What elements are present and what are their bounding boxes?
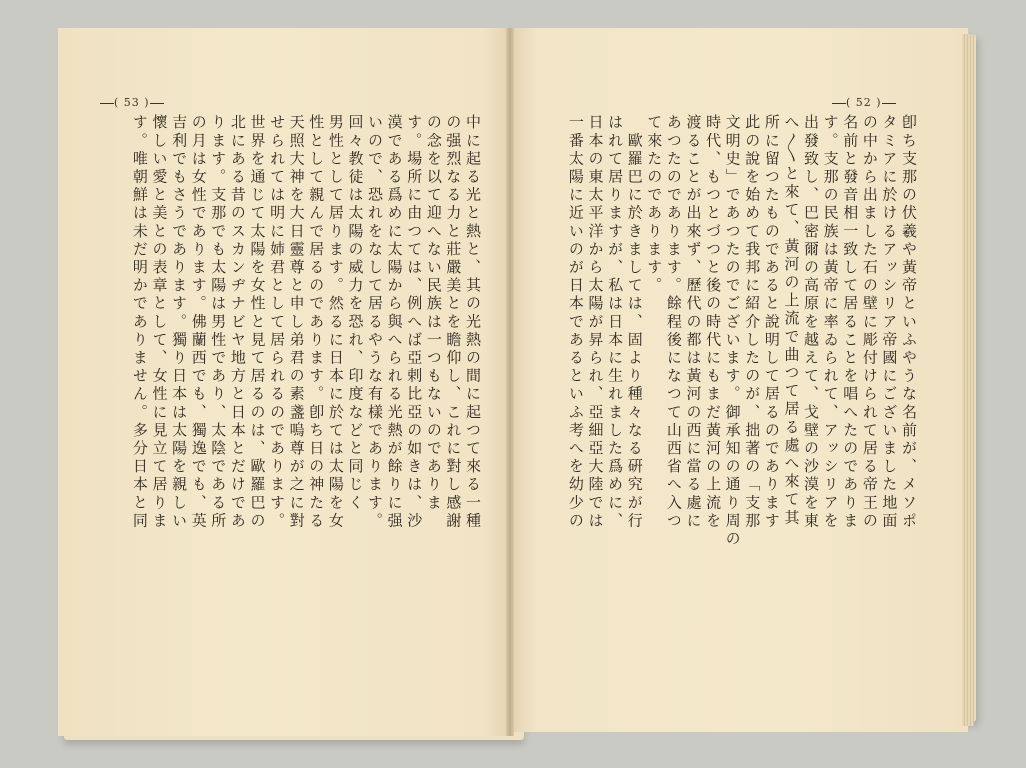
text-line: ります。支那でも太陽は男性であり、太陰である所	[209, 114, 228, 531]
text-line: 吉利でもさうであります。獨り日本は太陽を親しい	[170, 114, 189, 531]
text-line: 渡ることが出來ず、歷代の都は黃河の西に當る處に	[684, 114, 703, 531]
text-line: 北にある昔のスカンヂナビヤ地方と日本とだけであ	[228, 114, 247, 531]
text-line: 出發致し、巴密爾の高原を越えて、戈壁の沙漠を東	[802, 114, 821, 531]
text-line: の强烈なる力と莊嚴美とを瞻仰し、これに對し感謝	[444, 114, 463, 531]
text-line: 時代、もつとづつと後の時代にもまだ黃河の上流を	[704, 114, 723, 531]
text-line: せられては明に姉君として居られるのであります。	[268, 114, 287, 531]
text-line: 名前と發音相一致して居ることを唱へたのでありま	[841, 114, 860, 531]
text-line: の念を以て迎へない民族は一つもないのでありま	[424, 114, 443, 513]
folio-dash	[150, 103, 164, 104]
text-line: て來たのであります。	[645, 114, 664, 295]
text-line: あつたのであります。餘程後になつて山西省へ入つ	[664, 114, 683, 531]
text-line: 所に留つたものであると說明して居るのであります	[762, 114, 781, 531]
text-line: 漠である爲めに太陽から與へられる光熱が餘りに强	[385, 114, 404, 531]
text-line: いので、恐れをなして居るやうな有樣であります。	[366, 114, 385, 531]
text-line: 此の說を始めて我邦に紹介したのが、拙著の「支那	[743, 114, 762, 531]
folio-paren-close: )	[876, 96, 882, 109]
folio-number: 52	[855, 96, 872, 109]
text-line: 一番太陽に近いのが日本であるといふ考へを幼少の	[566, 114, 585, 531]
text-line: はれて居りますが、私は日本に生れました爲めに、	[606, 114, 625, 531]
page-number-left	[100, 96, 164, 109]
text-line: 世界を通じて太陽を女性と見て居るのは、歐羅巴の	[248, 114, 267, 531]
left-page-text	[82, 114, 482, 674]
text-line: 懷しい愛と美との表章として、女性に見立て居りま	[150, 114, 169, 531]
folio-number: 53	[123, 96, 140, 109]
text-line: 文明史」であつたのでございます。御承知の通り周の	[723, 114, 742, 549]
folio-dash	[100, 103, 114, 104]
text-line: 日本の東太平洋から太陽が昇られ、亞細亞大陸では	[586, 114, 605, 531]
text-line: 男性として居ります。然るに日本に於ては太陽を女	[326, 114, 345, 531]
folio-dash	[882, 103, 896, 104]
text-line: 中に起る光と熱と、其の光熱の間に起つて來る一種	[464, 114, 482, 531]
text-line: す。唯朝鮮は未だ明かでありません。多分日本と同	[130, 114, 149, 531]
folio-paren-close: )	[144, 96, 150, 109]
text-line: 歐羅巴に於きましては、固より種々なる硏究が行	[625, 114, 644, 531]
page-number-right	[832, 96, 896, 109]
text-line: 天照大神を大日靈尊と申し弟君の素盞嗚尊が之に對	[287, 114, 306, 531]
text-line: 卽ち支那の伏羲や黃帝といふやうな名前が、メソポ	[900, 114, 918, 531]
folio-paren-open: (	[846, 96, 852, 109]
text-line: 性として親んで居るのであります。卽ち日の神たる	[307, 114, 326, 531]
text-line: へ〳〵と來て、黃河の上流で曲つて居る處へ來て其	[782, 114, 801, 528]
text-line: の中から出ました石の壁に彫付けられて居る帝王の	[860, 114, 879, 531]
text-line: す。支那の民族は黃帝に率ゐられて、アッシリアを	[821, 114, 840, 531]
folio-dash	[832, 103, 846, 104]
text-line: す。場所に由つては、例へば亞剌比亞の如きは、沙	[405, 114, 424, 531]
text-line: 回々教徒は太陽の威力を恐れ、印度などと同じく	[346, 114, 365, 513]
page-edge-stack	[962, 34, 974, 726]
right-page-text	[524, 114, 918, 674]
book-gutter	[506, 28, 514, 736]
text-line: タミアに於けるアッシリア帝國にございました地面	[880, 114, 899, 531]
text-line: の月は女性であります。佛蘭西でも、獨逸でも、英	[189, 114, 208, 531]
folio-paren-open: (	[114, 96, 120, 109]
